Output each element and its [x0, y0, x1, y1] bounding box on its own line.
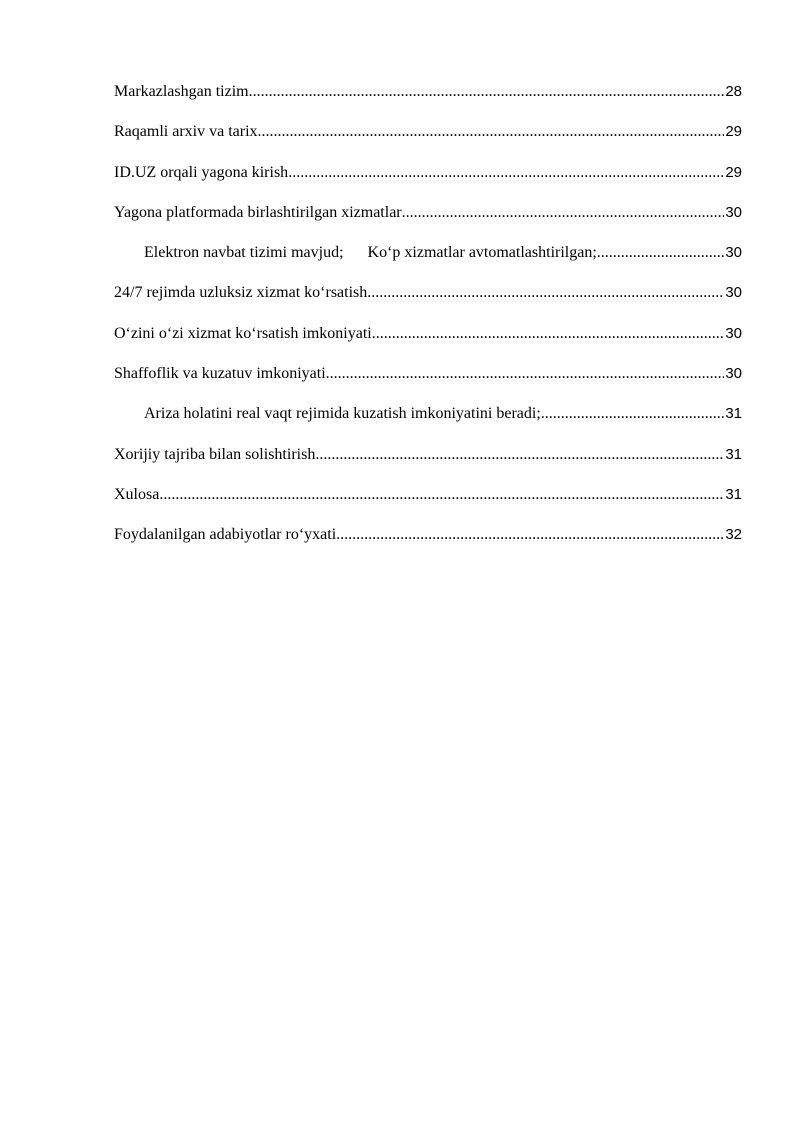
toc-entry-title: Ariza holatini real vaqt rejimida kuzatish imkoniyatini beradi;	[144, 405, 541, 423]
toc-dot-leader	[159, 485, 724, 505]
toc-page-number: 31	[725, 405, 742, 423]
toc-dot-leader	[367, 283, 724, 303]
toc-page-number: 30	[725, 324, 742, 342]
toc-entry-yagona-platforma[interactable]	[114, 203, 742, 243]
toc-entry-xulosa[interactable]	[114, 485, 742, 525]
toc-page-number: 30	[725, 365, 742, 383]
toc-page-number: 31	[725, 485, 742, 503]
toc-entry-title: Yagona platformada birlashtirilgan xizmatlar	[114, 203, 402, 221]
toc-entry-markazlashgan-tizim[interactable]	[114, 82, 742, 122]
toc-dot-leader	[541, 404, 725, 424]
toc-page-number: 28	[725, 83, 742, 100]
toc-entry-24-7-rejim[interactable]	[114, 283, 742, 323]
toc-dot-leader	[336, 525, 724, 545]
toc-dot-leader	[288, 163, 724, 183]
toc-entry-raqamli-arxiv[interactable]	[114, 122, 742, 162]
toc-dot-leader	[258, 122, 725, 142]
toc-entry-title: Xulosa	[114, 485, 160, 503]
toc-entry-title-part-b: Ko‘p xizmatlar avtomatlashtirilgan;	[367, 244, 597, 262]
toc-page-number: 31	[725, 445, 742, 463]
toc-entry-ozini-ozi-xizmat[interactable]	[114, 324, 742, 364]
toc-entry-ariza-holati[interactable]	[114, 404, 742, 444]
toc-page-number: 29	[725, 163, 742, 181]
toc-entry-title: ID.UZ orqali yagona kirish	[114, 163, 289, 181]
toc-entry-title: Shaffoflik va kuzatuv imkoniyati	[114, 365, 326, 383]
toc-dot-leader	[249, 82, 725, 102]
toc-dot-leader	[597, 243, 725, 263]
toc-entry-title: Markazlashgan tizim	[114, 83, 249, 100]
toc-page-number: 29	[725, 123, 742, 141]
toc-entry-title: Foydalanilgan adabiyotlar ro‘yxati	[114, 526, 337, 544]
toc-page-number: 30	[725, 284, 742, 302]
toc-entry-xorijiy-tajriba[interactable]	[114, 445, 742, 485]
toc-entry-title: 24/7 rejimda uzluksiz xizmat ko‘rsatish	[114, 284, 368, 302]
toc-dot-leader	[372, 324, 725, 344]
toc-entry-id-uz[interactable]	[114, 163, 742, 203]
toc-entry-title	[144, 243, 597, 263]
toc-dot-leader	[326, 364, 725, 384]
toc-entry-foydalanilgan-adabiyotlar[interactable]	[114, 525, 742, 565]
toc-dot-leader	[402, 203, 725, 223]
table-of-contents	[114, 82, 742, 566]
toc-page-number: 30	[725, 203, 742, 221]
toc-page-number: 32	[725, 526, 742, 544]
toc-entry-title-part-a: Elektron navbat tizimi mavjud;	[144, 244, 344, 262]
toc-entry-shaffoflik[interactable]	[114, 364, 742, 404]
toc-page-number: 30	[725, 244, 742, 262]
toc-entry-title: Xorijiy tajriba bilan solishtirish	[114, 445, 316, 463]
toc-entry-elektron-navbat[interactable]	[114, 243, 742, 283]
toc-entry-title: O‘zini o‘zi xizmat ko‘rsatish imkoniyati	[114, 324, 372, 342]
toc-dot-leader	[315, 445, 724, 465]
toc-entry-title: Raqamli arxiv va tarix	[114, 123, 258, 141]
